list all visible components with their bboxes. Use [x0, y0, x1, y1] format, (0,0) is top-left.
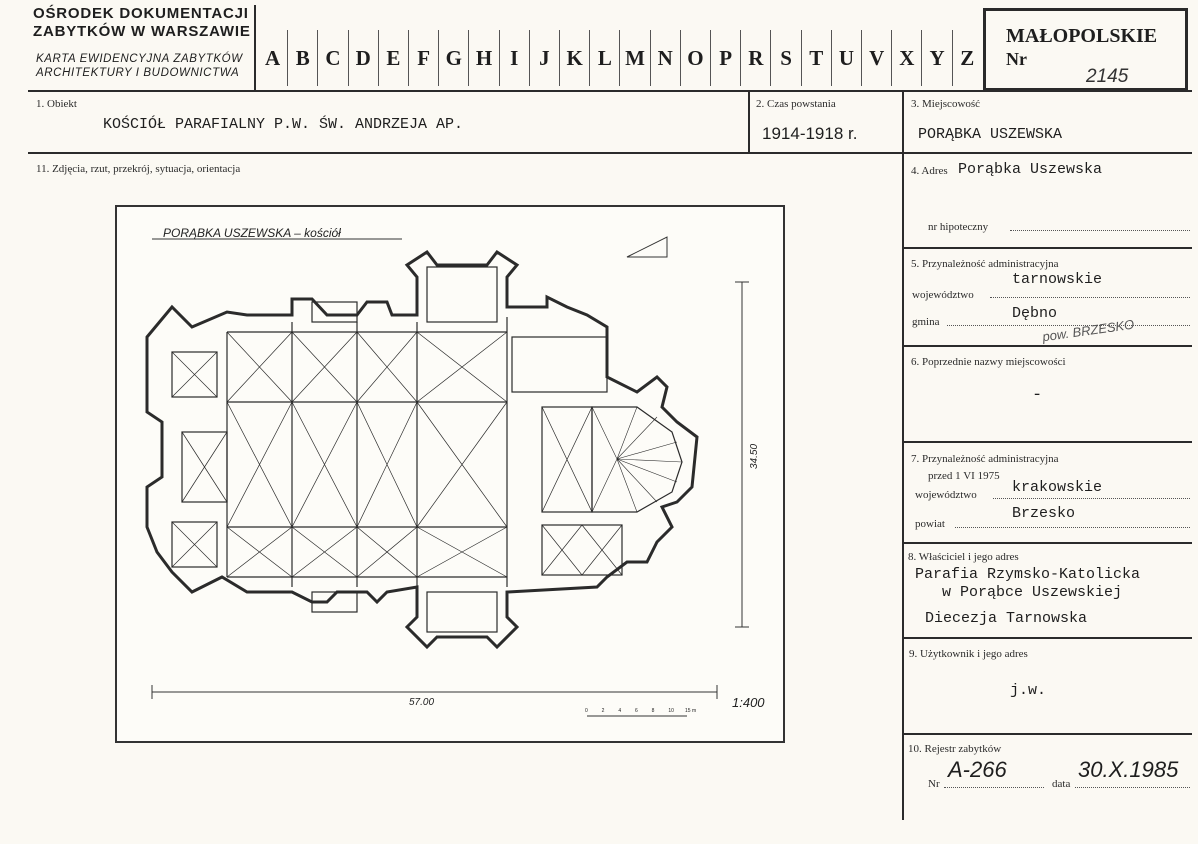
plan-walls [147, 252, 697, 647]
plan-title: PORĄBKA USZEWSKA – kościół [163, 226, 341, 240]
wojewodztwo-1975-label: województwo [915, 489, 977, 501]
scale-tick-label: 6 [635, 708, 638, 714]
hipoteczny-label: nr hipoteczny [928, 221, 989, 233]
rejestr-data-value: 30.X.1985 [1078, 757, 1179, 782]
institution-name [33, 5, 251, 41]
rejestr-nr-label: Nr [928, 778, 940, 790]
row-line-adres [902, 247, 1192, 249]
obiekt-label: 1. Obiekt [36, 98, 77, 110]
col-line-right [902, 90, 904, 820]
region-nr-value: 2145 [1086, 66, 1129, 87]
miejscowosc-label: 3. Miejscowość [911, 98, 981, 110]
wojewodztwo-1975-line [993, 498, 1190, 499]
alphabet-letter-d: D [348, 30, 378, 86]
powiat-label: powiat [915, 518, 945, 530]
plan-width-dimension: 57.00 [409, 697, 435, 708]
card-type-line1: KARTA EWIDENCYJNA ZABYTKÓW [36, 53, 243, 65]
rejestr-nr-line [944, 787, 1044, 788]
header-divider [254, 5, 256, 90]
alphabet-letter-l: L [589, 30, 619, 86]
plan-scale: 1:400 [732, 695, 765, 710]
alphabet-letter-o: O [680, 30, 710, 86]
row-line-2 [28, 152, 1192, 154]
row-line-przyn [902, 345, 1192, 347]
plan-height-dimension: 34.50 [749, 443, 760, 469]
gmina-value: Dębno [1012, 305, 1058, 322]
rejestr-data-label: data [1052, 778, 1071, 790]
alphabet-letter-r: R [740, 30, 770, 86]
zdjecia-label: 11. Zdjęcia, rzut, przekrój, sytuacja, orientacja [36, 163, 241, 175]
alphabet-letter-c: C [317, 30, 347, 86]
przynaleznosc-1975-label: 7. Przynależność administracyjna [911, 453, 1059, 465]
rejestr-nr-value: A-266 [948, 757, 1007, 782]
hipoteczny-line [1010, 230, 1190, 231]
region-box [983, 8, 1188, 91]
alphabet-letter-m: M [619, 30, 649, 86]
alphabet-letter-f: F [408, 30, 438, 86]
alphabet-letter-j: J [529, 30, 559, 86]
rejestr-label: 10. Rejestr zabytków [908, 743, 1002, 755]
scale-tick-label: 4 [618, 708, 622, 714]
wlasciciel-line3: Diecezja Tarnowska [925, 610, 1088, 627]
alphabet-letter-k: K [559, 30, 589, 86]
wojewodztwo-label: województwo [912, 289, 974, 301]
row-line-uzytkownik [902, 733, 1192, 735]
wojewodztwo-line [990, 297, 1190, 298]
scale-tick-label: 0 [585, 708, 588, 714]
alphabet-letter-g: G [438, 30, 468, 86]
alphabet-letter-s: S [770, 30, 800, 86]
card-type [36, 52, 243, 80]
wojewodztwo-value: tarnowskie [1012, 271, 1103, 288]
gmina-label: gmina [912, 316, 940, 328]
card-type-line2: ARCHITEKTURY I BUDOWNICTWA [36, 67, 240, 79]
scale-tick-label: 15 m [685, 708, 697, 714]
alphabet-letter-b: B [287, 30, 317, 86]
scale-tick-label: 10 [668, 708, 674, 714]
adres-label: 4. Adres [911, 165, 948, 177]
alphabet-letter-h: H [468, 30, 498, 86]
alphabet-letter-i: I [499, 30, 529, 86]
alphabet-letter-a: A [265, 46, 281, 70]
adres-value: Porąbka Uszewska [958, 161, 1103, 178]
church-floor-plan [115, 205, 785, 743]
przynaleznosc-label: 5. Przynależność administracyjna [911, 258, 1059, 270]
institution-name-line1: OŚRODEK DOKUMENTACJI [33, 5, 249, 22]
alphabet-index [258, 30, 982, 86]
poprzednie-value: - [1032, 386, 1043, 405]
row-line-1 [28, 90, 1192, 92]
alphabet-letter-t: T [801, 30, 831, 86]
uzytkownik-value: j.w. [1010, 682, 1047, 699]
powiat-line [955, 527, 1190, 528]
wojewodztwo-1975-value: krakowskie [1012, 479, 1103, 496]
alphabet-letter-x: X [891, 30, 921, 86]
region-name: MAŁOPOLSKIE [1006, 25, 1158, 47]
alphabet-letter-n: N [650, 30, 680, 86]
alphabet-letter-z: Z [952, 30, 982, 86]
scale-bar [585, 708, 696, 714]
czas-value: 1914-1918 r. [762, 124, 858, 143]
row-line-przyn75 [902, 542, 1192, 544]
scale-tick-label: 8 [651, 708, 655, 714]
wlasciciel-line2: w Porąbce Uszewskiej [942, 584, 1123, 601]
wlasciciel-line1: Parafia Rzymsko-Katolicka [915, 566, 1141, 583]
rejestr-data-line [1075, 787, 1190, 788]
alphabet-letter-y: Y [921, 30, 951, 86]
powiat-value: Brzesko [1012, 505, 1076, 522]
poprzednie-label: 6. Poprzednie nazwy miejscowości [911, 356, 1066, 368]
plan-dimensions [152, 237, 749, 716]
col-line-czas [748, 90, 750, 153]
wlasciciel-label: 8. Właściciel i jego adres [908, 551, 1019, 563]
miejscowosc-value: PORĄBKA USZEWSKA [918, 126, 1063, 143]
czas-label: 2. Czas powstania [756, 98, 836, 110]
alphabet-letter-p: P [710, 30, 740, 86]
przed-1975-label: przed 1 VI 1975 [928, 470, 1000, 482]
alphabet-letter-e: E [378, 30, 408, 86]
row-line-poprzednie [902, 441, 1192, 443]
row-line-wlasciciel [902, 637, 1192, 639]
alphabet-letter-v: V [861, 30, 891, 86]
floor-plan-drawing [117, 207, 783, 741]
obiekt-value: KOŚCIÓŁ PARAFIALNY P.W. ŚW. ANDRZEJA AP. [103, 116, 464, 133]
scale-tick-label: 2 [601, 708, 605, 714]
alphabet-letter-u: U [831, 30, 861, 86]
institution-name-line2: ZABYTKÓW W WARSZAWIE [33, 23, 251, 40]
region-nr-label: Nr [1006, 49, 1027, 69]
uzytkownik-label: 9. Użytkownik i jego adres [909, 648, 1028, 660]
gmina-note: pow. BRZESKO [1041, 316, 1136, 345]
